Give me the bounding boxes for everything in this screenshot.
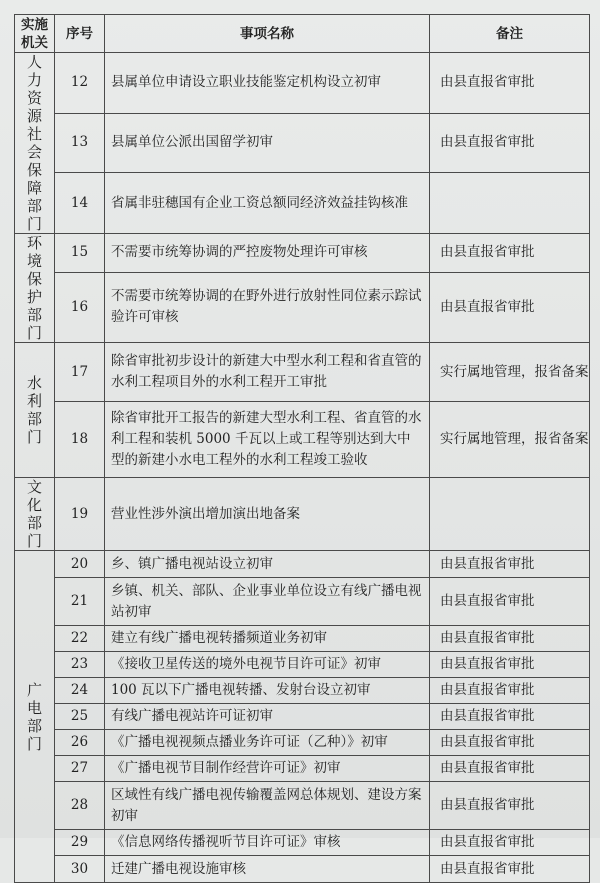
item-name: 《信息网络传播视听节目许可证》审核: [105, 830, 430, 856]
table-row: [15, 402, 590, 478]
table-row: [15, 578, 590, 626]
table-row: [15, 730, 590, 756]
row-number: 16: [55, 272, 105, 342]
row-number: 26: [55, 730, 105, 756]
table-row: [15, 678, 590, 704]
item-name: 《接收卫星传送的境外电视节目许可证》初审: [105, 652, 430, 678]
item-note: 由县直报省审批: [430, 652, 590, 678]
header-name: 事项名称: [105, 15, 430, 53]
item-note: 由县直报省审批: [430, 678, 590, 704]
item-name: 迁建广播电视设施审核: [105, 856, 430, 883]
item-note: 实行属地管理，报省备案: [430, 402, 590, 478]
item-name: 不需要市统筹协调的严控废物处理许可审核: [105, 234, 430, 273]
item-name: 区域性有线广播电视传输覆盖网总体规划、建设方案初审: [105, 782, 430, 830]
item-name: 除省审批初步设计的新建大中型水利工程和省直管的水利工程项目外的水利工程开工审批: [105, 343, 430, 402]
item-name: 营业性涉外演出增加演出地备案: [105, 478, 430, 551]
item-note: 由县直报省审批: [430, 856, 590, 883]
item-note: 由县直报省审批: [430, 234, 590, 273]
table-header-row: [15, 15, 590, 53]
row-number: 18: [55, 402, 105, 478]
table-row: [15, 343, 590, 402]
table-row: [15, 704, 590, 730]
item-note: 由县直报省审批: [430, 626, 590, 652]
table-row: [15, 830, 590, 856]
item-note: 由县直报省审批: [430, 551, 590, 578]
item-note: 由县直报省审批: [430, 782, 590, 830]
row-number: 22: [55, 626, 105, 652]
row-number: 13: [55, 113, 105, 173]
item-note: 由县直报省审批: [430, 730, 590, 756]
table-row: [15, 53, 590, 114]
dept-cell-hr: 人力资源社会保障部门: [15, 53, 55, 234]
row-number: 25: [55, 704, 105, 730]
row-number: 30: [55, 856, 105, 883]
item-note: 由县直报省审批: [430, 113, 590, 173]
item-note: 由县直报省审批: [430, 830, 590, 856]
row-number: 20: [55, 551, 105, 578]
header-note: 备注: [430, 15, 590, 53]
row-number: 29: [55, 830, 105, 856]
table-row: [15, 652, 590, 678]
table-row: [15, 173, 590, 234]
item-note: 实行属地管理，报省备案: [430, 343, 590, 402]
table-row: [15, 551, 590, 578]
item-name: 100 瓦以下广播电视转播、发射台设立初审: [105, 678, 430, 704]
item-note: 由县直报省审批: [430, 756, 590, 782]
row-number: 19: [55, 478, 105, 551]
approval-items-table: [14, 14, 590, 883]
item-name: 建立有线广播电视转播频道业务初审: [105, 626, 430, 652]
table-row: [15, 272, 590, 342]
item-name: 县属单位申请设立职业技能鉴定机构设立初审: [105, 53, 430, 114]
item-note: 由县直报省审批: [430, 578, 590, 626]
dept-cell-broadcast: 广电部门: [15, 551, 55, 883]
table-row: [15, 234, 590, 273]
dept-cell-culture: 文化部门: [15, 478, 55, 551]
item-note: 由县直报省审批: [430, 53, 590, 114]
row-number: 14: [55, 173, 105, 234]
row-number: 12: [55, 53, 105, 114]
table-row: [15, 856, 590, 883]
item-name: 《广播电视视频点播业务许可证（乙种）》初审: [105, 730, 430, 756]
table-row: [15, 113, 590, 173]
item-name: 乡镇、机关、部队、企业事业单位设立有线广播电视站初审: [105, 578, 430, 626]
header-dept: 实施机关: [15, 15, 55, 53]
row-number: 23: [55, 652, 105, 678]
row-number: 24: [55, 678, 105, 704]
table-row: [15, 626, 590, 652]
item-name: 县属单位公派出国留学初审: [105, 113, 430, 173]
item-name: 除省审批开工报告的新建大型水利工程、省直管的水利工程和装机 5000 千瓦以上或工程等别达到大中型的新建小水电工程外的水利工程竣工验收: [105, 402, 430, 478]
header-no: 序号: [55, 15, 105, 53]
row-number: 15: [55, 234, 105, 273]
item-name: 有线广播电视站许可证初审: [105, 704, 430, 730]
dept-cell-water: 水利部门: [15, 343, 55, 478]
item-note: [430, 478, 590, 551]
row-number: 27: [55, 756, 105, 782]
row-number: 17: [55, 343, 105, 402]
item-note: 由县直报省审批: [430, 272, 590, 342]
item-name: 不需要市统筹协调的在野外进行放射性同位素示踪试验许可审核: [105, 272, 430, 342]
table-row: [15, 756, 590, 782]
item-name: 乡、镇广播电视站设立初审: [105, 551, 430, 578]
dept-cell-env: 环境保护部门: [15, 234, 55, 343]
item-name: 省属非驻穗国有企业工资总额同经济效益挂钩核准: [105, 173, 430, 234]
row-number: 21: [55, 578, 105, 626]
item-note: [430, 173, 590, 234]
table-row: [15, 478, 590, 551]
item-note: 由县直报省审批: [430, 704, 590, 730]
item-name: 《广播电视节目制作经营许可证》初审: [105, 756, 430, 782]
table-row: [15, 782, 590, 830]
row-number: 28: [55, 782, 105, 830]
